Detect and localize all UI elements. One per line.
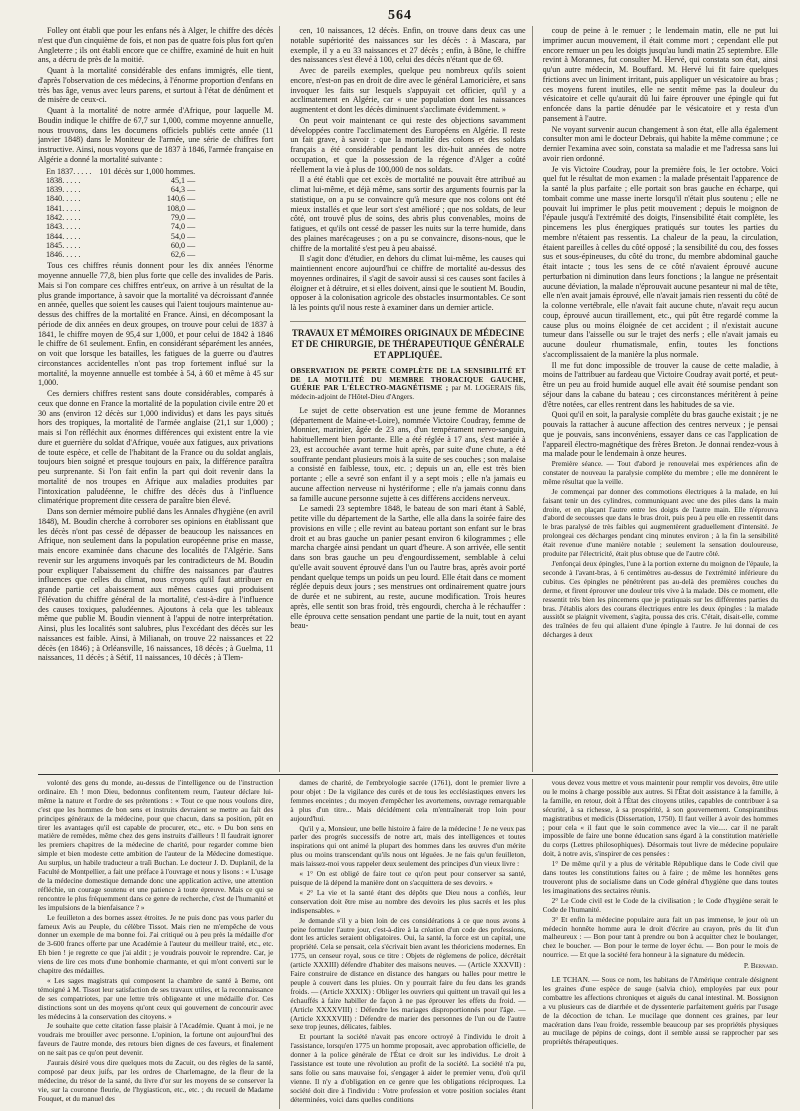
- year-cell: 1838. . . . .: [46, 175, 81, 185]
- value-cell: 79,0 —: [170, 212, 196, 222]
- paragraph: Il s'agit donc d'étudier, en dehors du climat lui-même, les causes qui maintiennent encore aujourd'hui ce chiffre de mortalité au-dessus des moyennes ordinaires, il s'agit de savoir aussi si ces causes sont faciles à éloigner et à détruire, et si elles doivent, ainsi que le soutient M. Boudin, opposer à la colonisation agricole des obstacles insurmontables. Ce sont là les points qu'il nous reste à examiner dans un dernier article.: [290, 254, 526, 312]
- paragraph: Qu'il y a, Monsieur, une belle histoire à faire de la médecine ! Je ne veux pas parler des progrès successifs de notre art, mais des intelligences et toutes inspirations qui ont animé la plupart des hommes dans les œuvres d'un mérite plus ou moins transcendant qu'ils nous ont léguées. Je ne fais qu'un feuilleton, mais laissez-moi vous rappeler deux seulement des principes d'un vieux livre :: [290, 823, 526, 869]
- paragraph: cen, 10 naissances, 12 décès. Enfin, on trouve dans deux cas une notable supériorité des naissances sur les décès : à Mascara, par exemple, il y a eu 33 naissances et 27 décès ; enfin, à Bône, le chiffre des naissances s'est élevé à 100, celui des décès n'étant que de 69.: [290, 26, 526, 65]
- article-lead-author: par M. LOGERAIS fils, médecin-adjoint de l'Hôtel-Dieu d'Angers.: [290, 383, 526, 402]
- paragraph: Tous ces chiffres réunis donnent pour les dix années l'énorme moyenne annuelle 77,8, bien plus forte que celle des invalides de Paris. Mais si l'on compare ces chiffres entr'eux, on arrive à un résultat de la plus grande importance, à savoir que la mortalité va décroissant d'année en année, quelles que soient les causes qui l'aient toujours maintenue au-dessus des chiffres de la mortalité en France. Ainsi, en décomposant la période de dix années en deux groupes, on trouve pour celui de 1837 à 1841, le chiffre moyen de 95,4 sur 1,000, et pour celui de 1842 à 1846 le chiffre de 61 seulement. Enfin, en considérant séparément les années, on voit que lorsque les batailles, les fatigues de la guerre ou d'autres circonstances accidentelles n'ont pas trop fortement influé sur la mortalité, la moyenne annuelle est tombée à 54, à 60 et même à 45 sur 1,000.: [38, 261, 274, 388]
- value-cell: 60,0 —: [170, 240, 196, 250]
- article-lead-title: OBSERVATION DE PERTE COMPLÈTE DE LA SENSIBILITÉ ET DE LA MOTILITÉ DU MEMBRE THORACIQUE GAUCHE, GUÉRIE PAR L'ÉLECTRO-MAGNÉTISME ;: [290, 365, 526, 393]
- mortality-table: [42, 167, 203, 260]
- paragraph: Quoi qu'il en soit, la paralysie complète du bras gauche existait ; je ne pouvais la rattacher à aucune affection des centres nerveux ; je pensai que je pouvais, sans inconvéniens, essayer dans ce cas l'application de l'appareil électro-magnétique des frères Breton. Je donnai rendez-vous à ma malade pour le lendemain à onze heures.: [542, 410, 778, 459]
- paragraph: LE TCHAN. — Sous ce nom, les habitans de l'Amérique centrale désignent les graines d'une espèce de sauge (salvia chio), employées par eux pour combattre les affections chroniques et aiguës du canal intestinal. M. Bossignon a vu plusieurs cas de diarrhée et de dyssenterie parfaitement guéris par l'usage de la décoction de tchan. Le mucilage que donnent ces graines, par leur macération dans l'eau froide, ressemble beaucoup par ses propriétés physiques au mucilage de pépins de coings, dont il semble aussi se rapprocher par ses propriétés thérapeutiques.: [542, 975, 778, 1047]
- table-row: [42, 232, 203, 241]
- paragraph: vous devez vous mettre et vous maintenir pour remplir vos devoirs, être utile ou le moins à charge possible aux autres. Si l'État doit assistance à la famille, à la famille, en retour, doit à l'État des citoyens utiles, capables de contribuer à sa sécurité, à sa richesse, à sa prospérité, à son gouvernement. Conspirantibus magistratibus et medicis (Dissertation, 1750). Il faut veiller à avoir des hommes ; pour cela « il faut que le soin commence avec la vie..... car il ne paraît impossible de faire une bonne éducation sans égard à la constitution matérielle du corps (Lettres philosophiques). Désormais tout livre de médecine populaire doit, à notre avis, s'inspirer de ces pensées :: [542, 779, 778, 859]
- paragraph: 3° Et enfin la médecine populaire aura fait un pas immense, le jour où un médecin honnête homme aura le droit d'écrire au crayon, près du lit d'un malheureux : — Bon pour tant à prendre ou bon à acquitter chez le boulanger, chez le boucher. — Bon pour le terme de loyer échu. — Bon pour le mois de nourrice. — Et que la société fera honneur à la signature du médecin.: [542, 914, 778, 960]
- feuilleton-column-1: [38, 779, 280, 1109]
- small-print-block: [543, 460, 778, 640]
- table-row: [42, 241, 203, 250]
- column-2: [290, 26, 532, 772]
- year-cell: 1842. . . . .: [46, 212, 81, 222]
- paragraph: 2° Le Code civil est le Code de la civilisation ; le Code d'hygiène serait le Code de l'humanité.: [542, 895, 778, 914]
- paragraph: Je vis Victoire Coudray, pour la première fois, le 1er octobre. Voici quel fut le résultat de mon examen : la malade présentait l'apparence de la santé la plus parfaite ; elle portait son bras gauche en écharpe, qui tombait comme une masse inerte lorsqu'il n'était plus soutenu ; elle ne pouvait lui imprimer le plus petit mouvement ; depuis le moignon de l'épaule jusqu'à l'extrémité des doigts, l'insensibilité était complète, les pincemens les plus énergiques pratiqués sur toutes les parties du membre n'étaient pas ressentis. La chaleur de la peau, la circulation, étaient pareilles à celles du côté opposé ; la sensibilité du cou, des fosses sus et sous-épineuses, du côté du tronc, du membre abdominal gauche était intacte ; tous les sens de ce côté n'avaient éprouvé aucune perturbation ni diminution dans leurs fonctions ; la langue ne présentait aucune déviation, la malade n'éprouvait aucune pesanteur ni mal de tête, elle n'en avait jamais éprouvé, elle n'avait jamais rien ressenti du côté de la colonne vertébrale, elle n'avait fait aucune chute, n'avait reçu aucun coup, éprouvé aucun tiraillement, etc., qui pût être regardé comme la cause plus ou moins éloignée de cet accident ; il n'existait aucune tumeur dans l'aisselle ou sur le trajet des nerfs ; elle n'avait jamais eu aucune douleur rhumatismale, enfin, toutes les fonctions s'accomplissaient de la manière la plus normale.: [542, 164, 778, 359]
- table-row: [42, 213, 203, 222]
- paragraph: Quant à la mortalité considérable des enfans immigrés, elle tient, d'après l'observation de ces médecins, à l'énorme proportion d'enfans en très bas âge, venus avec leurs parens, et surtout à l'état de dénûment et de misère de ceux-ci.: [38, 66, 274, 105]
- paragraph: J'aurais désiré vous dire quelques mots du Zacuit, ou des règles de la santé, composé par deux juifs, par les ordres de Charlemagne, de la fleur de la médecine, du trésor de la santé, du livre d'or sur les moyens de se conserver la vie, sur la couronne fleurie, de l'hygiasticon, etc., etc. ; du recueil de Madame Fouquet, et du manuel des: [38, 1058, 274, 1103]
- feuilleton-columns: [38, 779, 778, 1109]
- paragraph: Folley ont établi que pour les enfans nés à Alger, le chiffre des décès n'est que d'un cinquième de fois, et non pas de quatre fois plus fort qu'en Angleterre ; ils ont établi encore que ce chiffre, examiné de huit en huit ans, a décru de près de la moitié.: [38, 26, 274, 65]
- paragraph: coup de peine à le remuer ; le lendemain matin, elle ne put lui imprimer aucun mouvement, il était comme mort ; cependant elle put encore remuer un peu les doigts jusqu'au lundi matin 25 septembre. Elle revint à Morannes, fut consulter M. Hervé, qui constata son état, ainsi qu'un autre médecin, M. Bouffard. M. Hervé lui fit faire quelques frictions avec un liniment irritant, puis appliquer un vésicatoire au bras ; ces moyens furent inutiles, elle ne sentit même pas la douleur du vésicatoire et celle qu'aurait dû lui faire éprouver une épingle qui fut enfoncée dans la partie dénudée par le vésicatoire et y resta d'un pansement à l'autre.: [542, 26, 778, 123]
- paragraph: 1° De même qu'il y a plus de véritable République dans le Code civil que dans toutes les constitutions faites ou à faire ; de même les honnêtes gens trouveront plus de socialisme dans un Code général d'hygiène que dans toutes les imaginations des sectaires réunis.: [542, 859, 778, 895]
- year-cell: 1841. . . . .: [46, 203, 81, 213]
- value-cell: 101 décès sur 1,000 hommes.: [99, 166, 196, 176]
- year-cell: 1843. . . . .: [46, 222, 81, 232]
- paragraph: On peut voir maintenant ce qui reste des objections savamment développées contre l'acclimatement des Européens en Algérie. Il reste un fait grave, à savoir : que la mortalité des colons et des soldats français a été considérable pendant les dix-huit années de notre occupation, et que la possession de la régence d'Alger a coûté réellement la vie à plus de 100,000 de nos soldats.: [290, 115, 526, 174]
- value-cell: 74,0 —: [170, 222, 196, 232]
- table-row: [42, 250, 203, 259]
- year-cell: 1839. . . . .: [46, 185, 81, 195]
- value-cell: 108,0 —: [166, 203, 196, 213]
- paragraph: Première séance. — Tout d'abord je renouvelai mes expériences afin de constater de nouveau la paralysie complète du membre ; elle me donnèrent le même résultat que la veille.: [542, 459, 778, 486]
- paragraph: Je demande s'il y a bien loin de ces considérations à ce que nous avons à peine formuler l'autre jour, c'est-à-dire à la création d'un code des professions, dont les articles seraient obligatoires. Oui, la santé, la force est un capital, une propriété. Cela se pensait, cela s'écrivait bien avant les théoriciens modernes. En 1775, un censeur royal, sous ce titre : Objets de règlemens de police, décrétait (article XXXIII) défendre d'habiter des maisons neuves. — (Article XXXVII) : Faire construire de distance en distance des hangars ou halles pour mettre le peuple à couvert dans les pluies. On y pourrait faire du feu dans les grands froids. — (Article XXXIX) : Obliger les ouvriers qui quittent un travail qui les a échauffés à faire habiller de façon à ne pas éprouver les effets du froid. — (Article XXXXVIII) : Défendre les mariages disproportionnés pour l'âge. — (Article XXXXVIII) : Défendre de marier des personnes de l'un ou de l'autre sexe trop jeunes, délicates, faibles.: [290, 915, 526, 1032]
- value-cell: 62,6 —: [170, 250, 196, 260]
- paragraph: Ne voyant survenir aucun changement à son état, elle alla également consulter mon ami le docteur Debrais, qui habite la même commune ; ce dernier l'examina avec soin, constata sa maladie et me l'adressa sans lui avoir rien ordonné.: [542, 124, 778, 163]
- paragraph: « Les sages magistrats qui composent la chambre de santé à Berne, ont témoigné à M. Tissot leur satisfaction de ses travaux utiles, et la reconnaissance de ses compatriotes, par une lettre très obligeante et une médaille d'or. Ces distinctions sont un des moyens qu'ont ceux qui gouvernent de concourir avec les médecins à la conservation des citoyens. »: [38, 975, 274, 1021]
- paragraph: Il me fut donc impossible de trouver la cause de cette maladie, à moins de l'attribuer au fardeau que Victoire Coudray avait porté, et peut-être un peu au froid humide auquel elle avait été soumise pendant son séjour dans la cabane du bateau ; ces circonstances méritèrent à peine d'être notées, car elles rentrent dans les habitudes de sa vie.: [542, 360, 778, 409]
- paragraph: « 1° On est obligé de faire tout ce qu'on peut pour conserver sa santé, puisque de là dépend la manière dont on s'acquittera de ses devoirs. »: [290, 869, 526, 887]
- paragraph: Je souhaite que cette citation fasse plaisir à l'Académie. Quant à moi, je ne voudrais me brouiller avec personne. L'opinion, la fortune ont aujourd'hui des faveurs de l'autre monde, des retours bien dignes de ces faveurs, et finalement on ne sait pas ce qu'on peut devenir.: [38, 1021, 274, 1058]
- paragraph: Le sujet de cette observation est une jeune femme de Morannes (département de Maine-et-Loire), nommée Victoire Coudray, femme de Monnier, marinier, âgée de 23 ans, d'un tempérament nervo-sanguin, habituellement bien portante. Elle a été réglée à 17 ans, s'est mariée à 23, est accouchée avant terme huit après, par suite d'une chute, a été souffrante pendant plusieurs mois à la suite de ses couches ; son malaise a consisté en faiblesse, toux, etc. ; depuis un an, elle est très bien portante ; elle a sevré son enfant il y a sept mois ; elle n'a jamais eu aucune affection nerveuse ni hystériforme ; elle n'a jamais connu dans sa famille aucune personne sujette à ces différens accidens nerveux.: [290, 405, 526, 503]
- value-cell: 54,0 —: [170, 231, 196, 241]
- paragraph: Il a été établi que cet excès de mortalité ne pouvait être attribué au climat lui-même, et déjà même, sans sortir des arguments fournis par la statistique, on a pu se convaincre qu'à mesure que nos colons ont été mieux installés et que leur sort s'est amélioré ; que nos soldats, de leur côté, ont trouvé plus de soins, des abris plus convenables, moins de fatigues, et qu'ils ont cessé de passer les nuits sur la terre humide, dans des plaines marécageuses ; on a pu se convaincre, disons-nous, que le chiffre de la mortalité s'est peu à peu abaissé.: [290, 175, 526, 253]
- feuilleton-divider: [38, 774, 778, 775]
- value-cell: 45,1 —: [170, 175, 196, 185]
- table-row: [42, 204, 203, 213]
- table-row: [42, 167, 203, 176]
- year-cell: En 1837. . . . .: [46, 166, 92, 176]
- paragraph: Ces derniers chiffres restent sans doute considérables, comparés à ceux que donne en France la mortalité de la population civile entre 20 et 30 ans (environ 12 décès sur 1,000 individus) et dans les pays situés hors des tropiques, la mortalité de l'armée anglaise (21,1 sur 1,000) ; mais si l'on réfléchit aux énormes différences qui existent entre la vie dure et guerrière du soldat d'Afrique, vouée aux fatigues, aux privations de toute espèce, et celle de l'habitant de la France ou du soldat anglais, toujours bien soigné et presque toujours en paix, la différence paraîtra peu surprenante. Si l'on fait enfin la part qui doit revenir dans la mortalité de nos troupes en Afrique aux maladies produites par l'intoxication paludéenne, le chiffre des décès dus à l'influence climatérique proprement dite cessera de paraître bien élevé.: [38, 389, 274, 506]
- paragraph: Quant à la mortalité de notre armée d'Afrique, pour laquelle M. Boudin indique le chiffre de 67,7 sur 1,000, comme moyenne annuelle, nous trouvons, dans les documens officiels publiés cette année (11 janvier 1848) dans le Moniteur de l'armée, une série de chiffres fort instructive. Ainsi, nous voyons que de 1837 à 1846, l'armée française en Algérie a donné la mortalité suivante :: [38, 106, 274, 164]
- table-row: [42, 194, 203, 203]
- column-1: [38, 26, 280, 772]
- year-cell: 1844. . . . .: [46, 231, 81, 241]
- page-number: 564: [388, 8, 412, 23]
- year-cell: 1845. . . . .: [46, 240, 81, 250]
- paragraph: Avec de pareils exemples, quelque peu nombreux qu'ils soient encore, n'est-on pas en droit de dire avec le général Lamoricière, et sans invoquer les faits sur lesquels s'appuyait cet officier, qu'il y a acclimatement en Algérie, car « une population dont les naissances augmentent et dont les décès diminuent s'acclimate évidemment. »: [290, 66, 526, 114]
- section-title: TRAVAUX ET MÉMOIRES ORIGINAUX DE MÉDECINE ET DE CHIRURGIE, DE THÉRAPEUTIQUE GÉNÉRALE ET APPLIQUÉE.: [290, 321, 525, 361]
- paragraph: Le samedi 23 septembre 1848, le bateau de son mari étant à Sablé, petite ville du département de la Sarthe, elle alla dans la soirée faire des provisions en ville ; elle revint au bateau portant son enfant sur le bras droit et au bras gauche un panier pesant environ 6 kilogrammes ; elle marcha chargée ainsi pendant un quart d'heure. A son arrivée, elle sentit dans son bras gauche un peu d'engourdissement, semblable à celui qu'elle avait souvent éprouvé dans l'un ou l'autre bras, après avoir porté pendant quelque temps un poids un peu lourd. Elle était dans ce moment réglée depuis deux jours ; ses menstrues ont ordinairement quatre jours de durée et ne subirent, au reste, aucune modification. Trois heures après, elle sentit son bras froid, très engourdi, chercha à le réchauffer : elle éprouva cette sensation pendant une partie de la nuit, tout en ayant beau-: [290, 504, 526, 631]
- paragraph: Et pourtant la société n'avait pas encore octroyé à l'individu le droit à l'assistance, lorsqu'en 1775 un homme proposait, avec approbation officielle, de donner à la police générale de l'État ce droit sur les individus. Le droit à l'assistance est toute une révolution au profit de la société. La société n'a pu, sans folie ou sans mauvaise foi, s'engager à aider le premier venu, d'où qu'il vienne. Il n'y a d'obligation en ce genre que les obligations réciproques. La société doit dire à l'individu : Votre profession et votre position sociales étant déterminées, voici dans quelles conditions: [290, 1032, 526, 1104]
- year-cell: 1840. . . . .: [46, 194, 81, 204]
- paragraph: Dans son dernier mémoire publié dans les Annales d'hygiène (en avril 1848), M. Boudin cherche à corroborer ses opinions en établissant que les décès n'ont pas cessé de dépasser de beaucoup les naissances en Afrique, non seulement dans la population européenne prise en masse, mais encore examinée dans chacune des localités de l'Algérie. Sans revenir sur les argumens invoqués par les contradicteurs de M. Boudin pour expliquer l'abaissement du chiffre des naissances par d'autres influences que celles du climat, nous croyons qu'il faut attribuer en grande partie cet abaissement aux mêmes causes qui produisent l'élévation du chiffre général de la mortalité, c'est-à-dire à l'influence des causes toxiques, paludéennes. Ajoutons à cela que les tableaux même que publie M. Boudin viennent à l'appui de notre interprétation. Ainsi, plus les localités sont salubres, plus l'excédant des décès sur les naissances est faible. Ainsi, à Milianah, on trouve 22 naissances et 22 décès (en 1846) ; à Orléansville, 16 naissances, 18 décès ; à Guelma, 11 naissances, 11 décès ; à Sétif, 11 naissances, 10 décès ; à Tlem-: [38, 507, 274, 663]
- value-cell: 64,3 —: [170, 185, 196, 195]
- table-row: [42, 176, 203, 185]
- paragraph: dames de charité, de l'embryologie sacrée (1761), dont le premier livre a pour objet : De la vigilance des curés et de tous les ecclésiastiques envers les femmes enceintes ; du moyen d'empêcher les avortemens, ouvrage remarquable à plus d'un titre... Mais décidément cela m'entraînerait trop loin pour aujourd'hui.: [290, 779, 526, 823]
- paragraph: Le feuilleton a des bornes assez étroites. Je ne puis donc pas vous parler du fameux Avis au Peuple, du célèbre Tissot. Mais rien ne m'empêche de vous donner un exemple de ma bonne foi. J'ai critiqué ou à peu près la médaille d'or de 3-600 francs offerte par une Académie à l'auteur du meilleur traité, etc., etc. Eh bien ! je regrette ce que j'ai aldit ; je voudrais pouvoir le reprendre. Car, je viens de lire ces mots d'une bonhomie charmante, et qui m'ont converti sur le chapitre des médailles.: [38, 912, 274, 976]
- paragraph: volonté des gens du monde, au-dessus de l'intelligence ou de l'instruction ordinaire. Eh ! mon Dieu, bedonnus confitentem reum, l'auteur déclare lui-même la nature et l'ordre de ses prétentions : « Tout ce que nous voulons dire, c'est que les hommes de bon sens et instruits devraient se mettre au fait des principes généraux de la médecine, pour que chacun, dans sa position, pût en tirer les avantages qu'il est capable de procurer, etc., etc. » Du bon sens en matière de remèdes, même chez des gens instruits d'ailleurs ! Il faudrait ignorer les premiers chapitres de la médecine de charité, pour regarder comme bien simple et bien modeste cette ambition de l'auteur de la Médecine domestique. Au surplus, un habile traducteur a traîi Buchan. Le docteur J. D. Duplanil, de la Faculté de Montpellier, a fait une préface à l'ouvrage et nous y lisons : « L'usage de la médecine domestique demande donc une application active, une attention réfléchie, un courage soutenu et une patience à toute épreuve. Mais ce qui se rencontre le plus fréquemment dans ce genre de recherche, c'est de l'humanité et les impulsions de la bienfaisance ? »: [38, 779, 274, 912]
- column-3: [543, 26, 778, 772]
- author-signature: P. Bernard.: [743, 961, 778, 971]
- main-columns: [38, 26, 778, 772]
- paragraph: J'enfonçai deux épingles, l'une à la portion externe du moignon de l'épaule, la seconde à l'avant-bras, à 6 centimètres au-dessus de l'extrémité inférieure du cubitus. Ces épingles ne pénétrèrent pas au-delà des premières couches du derme, et firent éprouver une douleur très vive à la malade. Dès ce moment, elle ressentit très bien les pincemens que je pratiquais sur les différentes parties du bras. J'établis alors des courans électriques entre les deux épingles : la malade aussitôt se plaignit vivement, s'agita, poussa des cris. C'était, disait-elle, comme des traînées de feu qui allaient d'une épingle à l'autre. Je lui donnai de ces décharges à deux: [542, 558, 778, 640]
- article-lead: [290, 367, 525, 402]
- feuilleton-column-2: [290, 779, 532, 1109]
- table-row: [42, 185, 203, 194]
- year-cell: 1846. . . . .: [46, 250, 81, 260]
- paragraph: « 2° La vie et la santé étant des dépôts que Dieu nous a confiés, leur conservation doit être mise au nombre des devoirs les plus sacrés et les plus indispensables. »: [290, 887, 526, 915]
- paragraph: Je commençai par donner des commotions électriques à la malade, en lui faisant tenir un des cylindres, communiquant avec une des piles dans la main droite, et en plaçant l'autre entre les doigts de l'autre main. Elle n'éprouva d'abord de secousses que dans le bras droit, puis peu à peu elle en ressentit dans le bras paralysé de très faibles qui augmentèrent graduellement d'intensité. Je prolongeai ces décharges pendant cinq minutes environ ; à la fin la sensibilité était revenue d'une manière notable ; seulement la sensation douloureuse, produite par l'électricité, était plus obtuse que de l'autre côté.: [542, 486, 778, 559]
- value-cell: 140,6 —: [166, 194, 196, 204]
- table-row: [42, 222, 203, 231]
- feuilleton-column-3: [543, 779, 778, 1109]
